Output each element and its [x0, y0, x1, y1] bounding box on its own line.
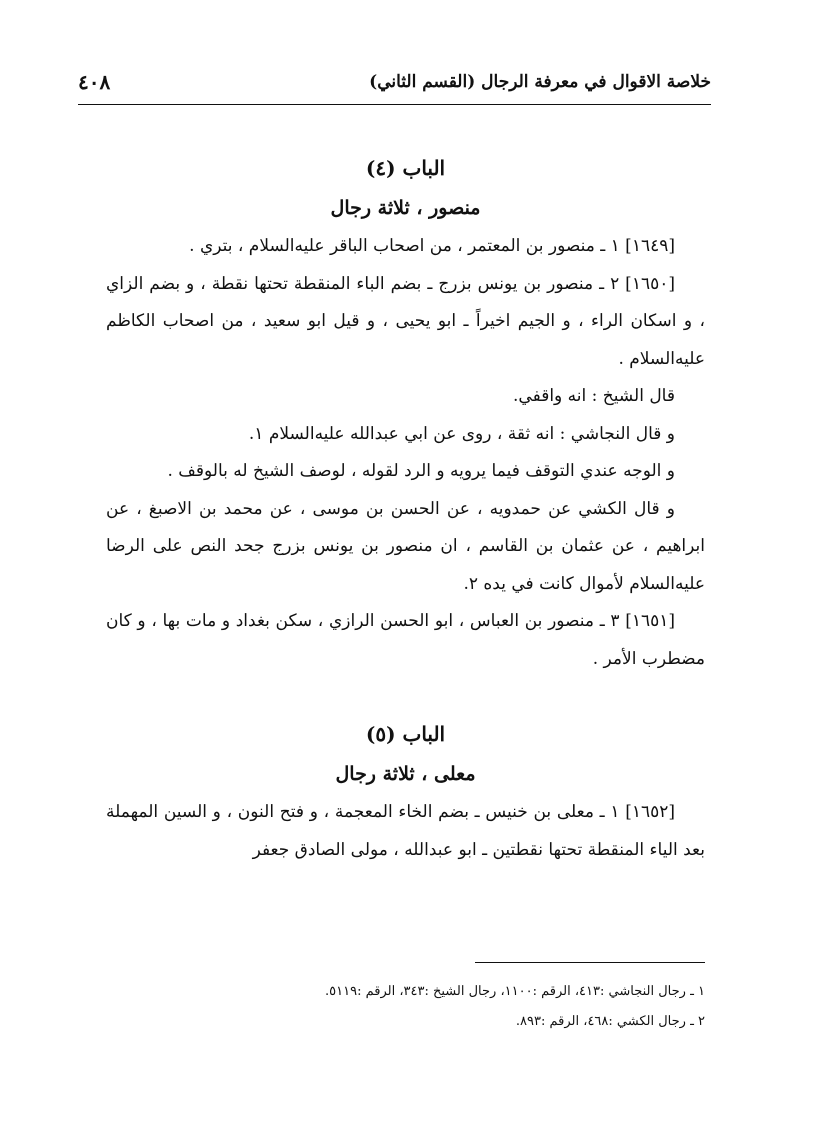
entry-1649: [١٦٤٩] ١ ـ منصور بن المعتمر ، من اصحاب الباقر عليه‌السلام ، بتري .	[189, 236, 675, 256]
paragraph-sheikh: قال الشيخ : انه واقفي.	[513, 386, 675, 406]
chapter-heading: الباب (٥)	[365, 722, 446, 746]
paragraph-kashshi: و قال الكشي عن حمدويه ، عن الحسن بن موسى ، عن محمد بن الاصبغ ، عن ابراهيم ، عن عثمان بن القاسم ، ان منصور بن يونس بزرج جحد النص على الرضا عليه‌السلام لأموال كانت في يده ٢.	[106, 498, 705, 594]
entry-1650: [١٦٥٠] ٢ ـ منصور بن يونس بزرج ـ بضم الباء المنقطة تحتها نقطة ، و بضم الزاي ، و اسكان الراء ، و الجيم اخيراً ـ ابو يحيى ، و قيل ابو سعيد ، من اصحاب الكاظم عليه‌السلام .	[106, 273, 705, 369]
entry-1652: [١٦٥٢] ١ ـ معلى بن خنيس ـ بضم الخاء المعجمة ، و فتح النون ، و السين المهملة بعد الياء المنقطة تحتها نقطتين ـ ابو عبدالله ، مولى الصادق جعفر	[106, 802, 705, 860]
running-head	[78, 62, 711, 105]
footnotes	[110, 962, 705, 1037]
running-title: خلاصة الاقوال في معرفة الرجال (القسم الثاني)	[369, 72, 711, 92]
paragraph-najashi: و قال النجاشي : انه ثقة ، روى عن ابي عبدالله عليه‌السلام ١.	[248, 423, 675, 444]
section-mansur	[106, 148, 705, 678]
footnote-1: ١ ـ رجال النجاشي :٤١٣، الرقم :١١٠٠، رجال الشيخ :٣٤٣، الرقم :٥١١٩.	[324, 984, 705, 999]
entry-1651: [١٦٥١] ٣ ـ منصور بن العباس ، ابو الحسن الرازي ، سكن بغداد و مات بها ، و كان مضطرب الأمر .	[106, 611, 705, 669]
footnote-2: ٢ ـ رجال الكشي :٤٦٨، الرقم :٨٩٣.	[515, 1014, 705, 1029]
chapter-subheading: معلى ، ثلاثة رجال	[335, 763, 476, 785]
paragraph-opinion: و الوجه عندي التوقف فيما يرويه و الرد لقوله ، لوصف الشيخ له بالوقف .	[167, 461, 675, 481]
footnote-rule	[475, 962, 705, 963]
page-body	[106, 148, 705, 869]
chapter-subheading: منصور ، ثلاثة رجال	[330, 197, 481, 219]
section-gap	[106, 678, 705, 714]
section-mualla	[106, 714, 705, 869]
chapter-heading: الباب (٤)	[365, 156, 446, 180]
page-number: ٤٠٨	[78, 70, 111, 94]
